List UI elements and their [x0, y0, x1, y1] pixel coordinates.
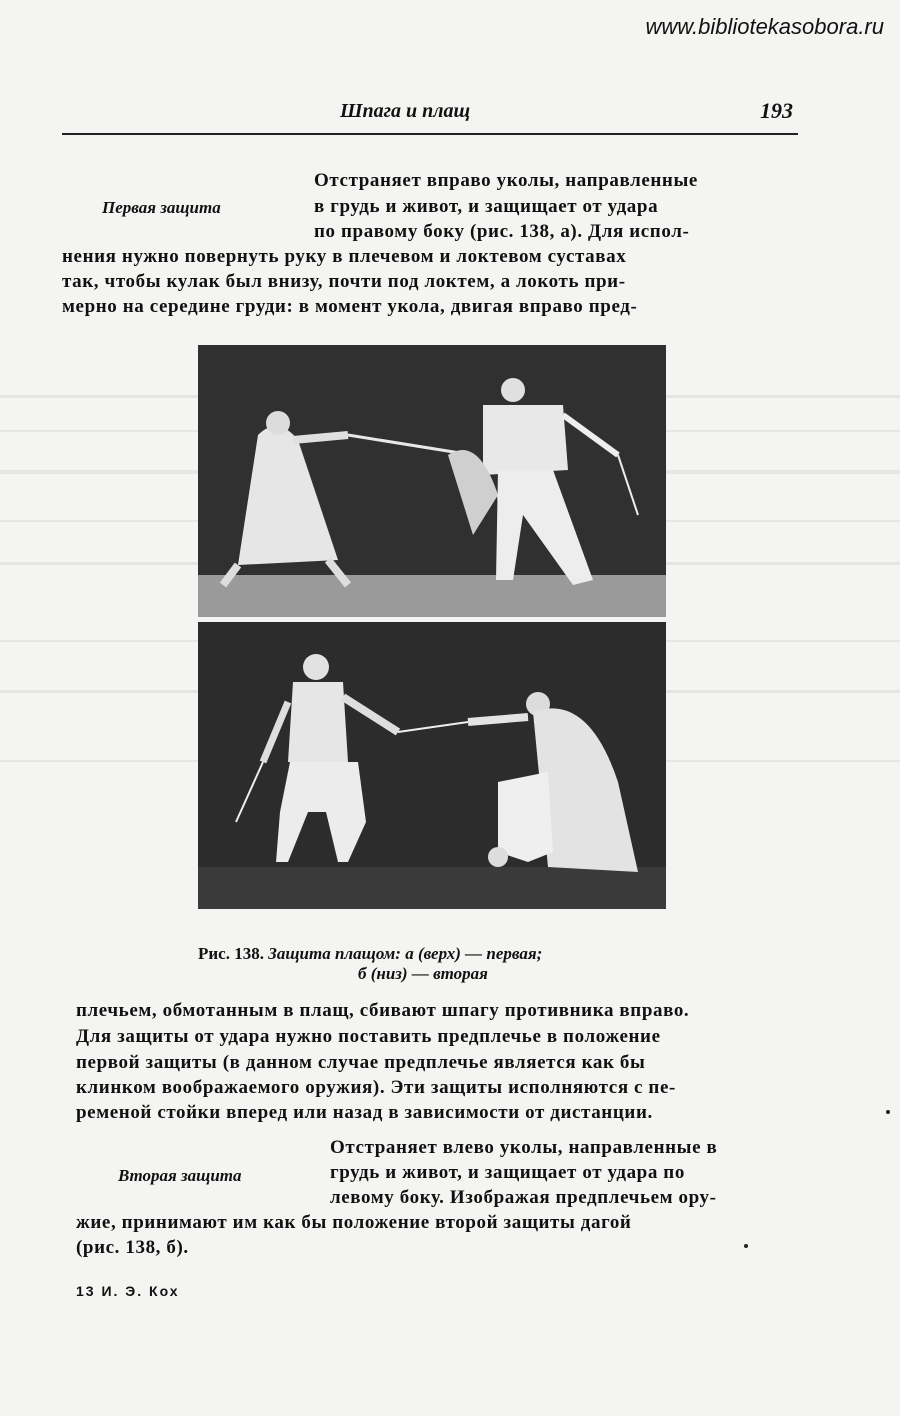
- body-line: Отстраняет вправо уколы, направленные: [314, 170, 698, 191]
- body-line: грудь и живот, и защищает от удара по: [330, 1162, 685, 1183]
- body-line: ременой стойки вперед или назад в зависимости от дистанции.: [76, 1102, 653, 1123]
- page-number: 193: [760, 98, 793, 123]
- caption-text: Защита плащом: а (верх) — первая;: [268, 944, 543, 963]
- running-title: Шпага и плащ: [340, 100, 471, 122]
- header-rule: [62, 133, 798, 135]
- body-line: нения нужно повернуть руку в плечевом и локтевом суставах: [62, 246, 627, 267]
- body-line: плечьем, обмотанным в плащ, сбивают шпагу противника вправо.: [76, 1000, 690, 1021]
- figure-caption-line1: [198, 944, 542, 964]
- caption-prefix: Рис. 138.: [198, 944, 264, 963]
- site-url: www.bibliotekasobora.ru: [645, 14, 884, 39]
- figure-photo-a: [198, 345, 666, 617]
- scan-speck: [886, 1110, 890, 1114]
- margin-label-second-defense: Вторая защита: [118, 1166, 242, 1185]
- figure-caption-line2: [358, 964, 488, 984]
- body-line: в грудь и живот, и защищает от удара: [314, 196, 659, 217]
- body-line: по правому боку (рис. 138, а). Для испол-: [314, 221, 690, 242]
- body-line: Для защиты от удара нужно поставить предплечье в положение: [76, 1026, 661, 1047]
- body-line: жие, принимают им как бы положение второй защиты дагой: [76, 1212, 632, 1233]
- body-line: левому боку. Изображая предплечьем ору-: [330, 1187, 717, 1208]
- body-line: Отстраняет влево уколы, направленные в: [330, 1137, 718, 1158]
- caption-text-2: б (низ) — вторая: [358, 964, 488, 983]
- body-line: так, чтобы кулак был внизу, почти под локтем, а локоть при-: [62, 271, 626, 292]
- figure-photo-b: [198, 622, 666, 909]
- body-line: клинком воображаемого оружия). Эти защиты исполняются с пе-: [76, 1077, 676, 1098]
- body-line: (рис. 138, б).: [76, 1237, 189, 1258]
- scan-speck: [744, 1244, 748, 1248]
- body-line: мерно на середине груди: в момент укола, двигая вправо пред-: [62, 296, 638, 317]
- body-line: первой защиты (в данном случае предплечье является как бы: [76, 1052, 646, 1073]
- margin-label-first-defense: Первая защита: [102, 198, 221, 217]
- footer-signature: 13 И. Э. Кох: [76, 1283, 180, 1299]
